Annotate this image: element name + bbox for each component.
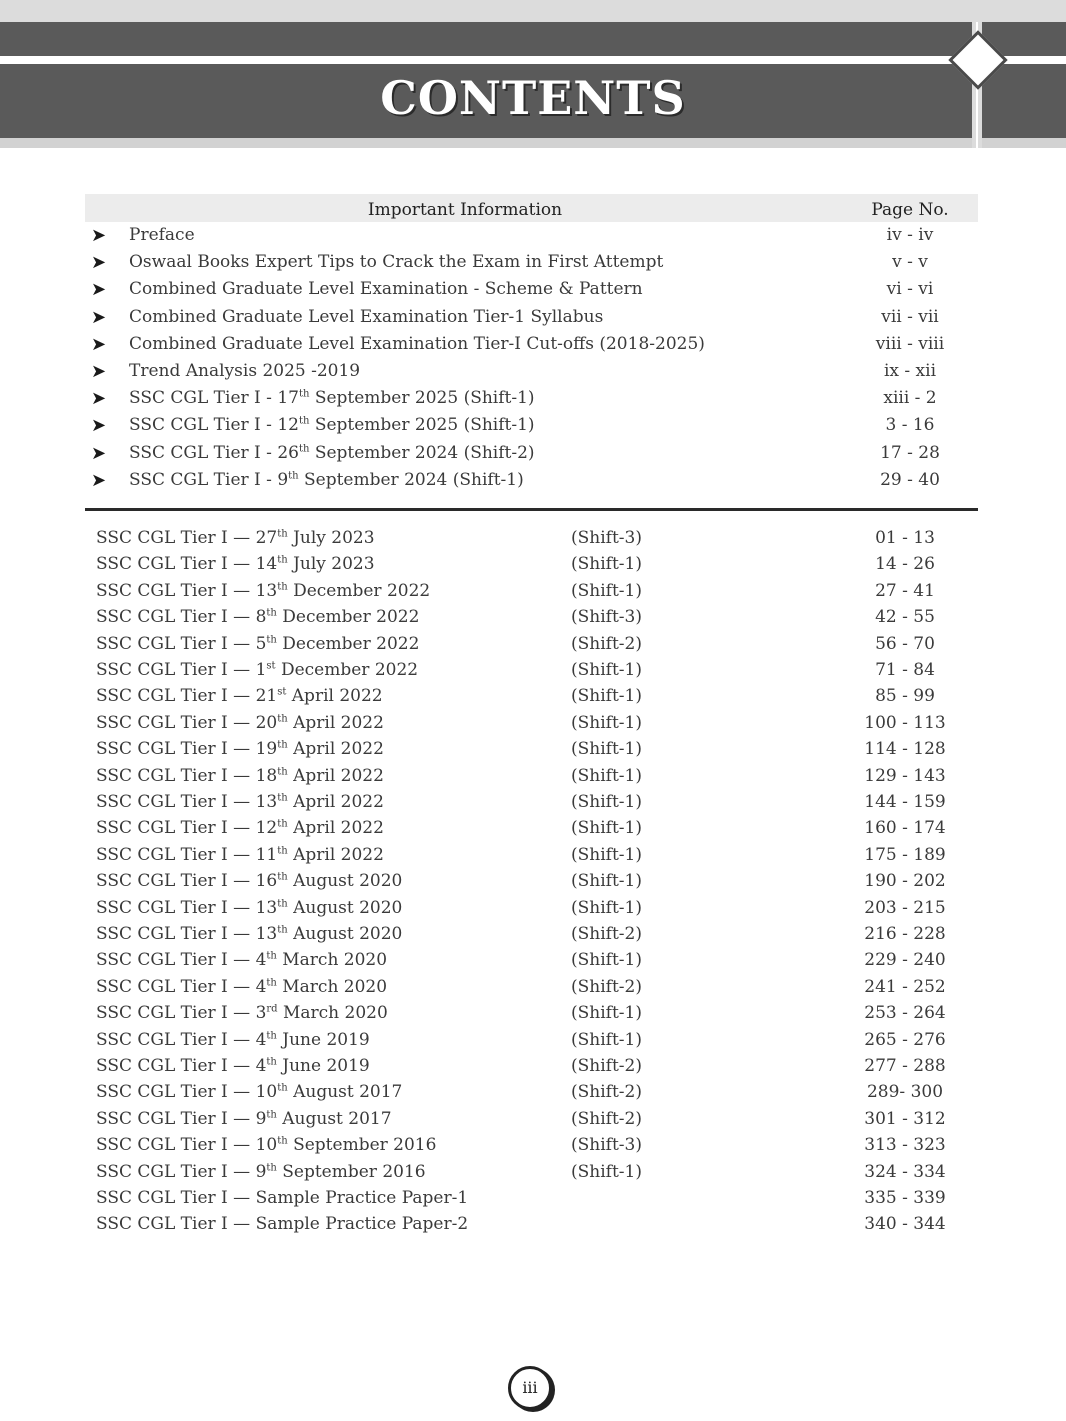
shift-label: (Shift-1) [571,1029,642,1050]
label-suffix: August 2017 [287,1082,403,1103]
list-item [85,385,978,412]
label-suffix: December 2022 [276,607,420,628]
paper-title [96,710,384,736]
page-range: 253 - 264 [864,1003,946,1024]
page-range: 85 - 99 [875,686,935,707]
arrowhead-bullet-icon: ➤ [91,306,107,328]
label-suffix: September 2024 (Shift-1) [298,469,524,490]
label-suffix: April 2022 [286,686,383,707]
page-range: viii - viii [875,333,945,354]
label-prefix: SSC CGL Tier I - 9 [129,469,289,490]
page-range: 01 - 13 [875,528,935,548]
item-label: Trend Analysis 2025 -2019 [129,361,361,381]
banner-shadow-right [982,138,1066,148]
paper-title [96,842,384,868]
label-prefix: SSC CGL Tier I — 13 [96,924,278,944]
label-prefix: SSC CGL Tier I — 13 [96,897,278,918]
paper-title [96,683,383,709]
page-range: 3 - 16 [885,415,935,436]
label-prefix: SSC CGL Tier I — 9 [96,1161,267,1182]
list-item [85,412,978,439]
page-range: iv - iv [886,225,934,245]
table-row [96,1211,976,1237]
paper-title [96,789,384,815]
page-range: 71 - 84 [875,660,935,680]
label-suffix: March 2020 [277,1003,388,1024]
table-row [96,604,976,630]
label-prefix: SSC CGL Tier I — Sample Practice Paper-1 [96,1188,469,1208]
list-item [85,249,978,276]
page-range: 56 - 70 [875,633,935,654]
label-prefix: SSC CGL Tier I — 13 [96,580,278,601]
ordinal-suffix: th [277,845,288,857]
page-range: 216 - 228 [864,924,946,944]
ordinal-suffix: th [277,897,288,909]
paper-title [96,631,419,657]
label-suffix: April 2022 [287,818,384,839]
shift-label: (Shift-1) [571,792,642,812]
label-suffix: September 2025 (Shift-1) [309,415,535,436]
label-prefix: SSC CGL Tier I — 5 [96,633,267,654]
shift-label: (Shift-1) [571,844,642,865]
page-range: 42 - 55 [875,607,935,628]
page-range: 160 - 174 [864,818,946,839]
page-range: 324 - 334 [864,1161,946,1182]
important-info-heading: Important Information [367,200,563,220]
arrowhead-bullet-icon: ➤ [91,225,107,246]
item-label [129,467,524,494]
label-suffix: April 2022 [287,844,384,865]
shift-label: (Shift-1) [571,739,642,760]
page-range: 335 - 339 [864,1188,946,1208]
item-label [129,412,535,439]
table-row [96,868,976,894]
label-suffix: August 2017 [276,1108,392,1129]
page-range: 17 - 28 [880,442,940,463]
ordinal-suffix: th [277,1135,288,1147]
label-suffix: April 2022 [287,765,384,786]
list-item [85,358,978,385]
page-range: xiii - 2 [883,388,937,409]
label-prefix: SSC CGL Tier I — 10 [96,1082,278,1103]
shift-label: (Shift-1) [571,950,642,971]
top-strip [0,0,1066,22]
shift-label: (Shift-1) [571,1003,642,1024]
label-prefix: SSC CGL Tier I — 3 [96,1003,267,1024]
page-range: 289- 300 [866,1082,944,1103]
shift-label: (Shift-1) [571,660,642,680]
label-prefix: SSC CGL Tier I — 4 [96,950,267,971]
paper-title [96,895,402,921]
table-row [96,578,976,604]
arrowhead-bullet-icon: ➤ [91,279,107,301]
table-row [96,710,976,736]
paper-title [96,1000,388,1026]
ordinal-suffix: th [277,792,288,804]
page-range: 241 - 252 [864,976,946,997]
shift-label: (Shift-2) [571,1108,642,1129]
page-range: 313 - 323 [864,1135,946,1156]
label-prefix: SSC CGL Tier I — 19 [96,739,278,760]
paper-title [96,868,402,894]
arrowhead-bullet-icon: ➤ [91,333,107,355]
shift-label: (Shift-1) [571,712,642,733]
table-row [96,1000,976,1026]
label-suffix: September 2016 [287,1135,437,1156]
table-row [96,1159,976,1185]
label-prefix: SSC CGL Tier I — 20 [96,712,278,733]
ordinal-suffix: th [266,1161,277,1173]
label-suffix: April 2022 [287,712,384,733]
shift-label: (Shift-3) [571,1135,642,1156]
label-suffix: April 2022 [287,739,384,760]
item-label: Combined Graduate Level Examination - Scheme & Pattern [129,279,643,300]
page-range: 29 - 40 [880,469,940,490]
page-range: 340 - 344 [864,1214,946,1235]
table-row [96,1132,976,1158]
list-item [85,331,978,358]
table-row [96,763,976,789]
page-range: 129 - 143 [864,765,946,786]
label-suffix: September 2025 (Shift-1) [309,388,535,409]
label-prefix: SSC CGL Tier I — 4 [96,976,267,997]
label-suffix: August 2020 [287,924,403,944]
label-prefix: SSC CGL Tier I — 4 [96,1056,267,1076]
page-range: 175 - 189 [864,844,946,865]
paper-title [96,1185,468,1211]
ordinal-suffix: th [277,528,288,540]
arrowhead-bullet-icon: ➤ [91,442,107,464]
page-range: 144 - 159 [864,792,946,812]
paper-title [96,1132,436,1158]
page-range: 114 - 128 [864,739,946,760]
paper-title [96,1079,402,1105]
item-label: Combined Graduate Level Examination Tier-1 Syllabus [129,306,604,327]
label-prefix: SSC CGL Tier I — Sample Practice Paper-2 [96,1214,469,1235]
paper-title [96,604,419,630]
ordinal-suffix: rd [266,1003,278,1015]
list-item [85,467,978,494]
ordinal-suffix: th [288,470,299,482]
shift-label: (Shift-2) [571,1082,642,1103]
label-suffix: March 2020 [276,950,388,971]
label-prefix: SSC CGL Tier I — 11 [96,844,278,865]
table-row [96,789,976,815]
list-item [85,440,978,467]
label-suffix: December 2022 [275,660,419,680]
item-label: Oswaal Books Expert Tips to Crack the Exam in First Attempt [129,252,664,273]
shift-label: (Shift-1) [571,897,642,918]
label-prefix: SSC CGL Tier I — 13 [96,792,278,812]
paper-title [96,1053,370,1079]
label-prefix: SSC CGL Tier I — 4 [96,1029,267,1050]
page-range: 100 - 113 [864,712,946,733]
item-label [129,385,535,412]
shift-label: (Shift-1) [571,686,642,707]
ordinal-suffix: th [277,765,288,777]
table-row [96,683,976,709]
ordinal-suffix: th [277,924,288,936]
label-suffix: September 2016 [276,1161,426,1182]
ordinal-suffix: th [277,739,288,751]
page-range: v - v [892,252,928,273]
ordinal-suffix: th [266,633,277,645]
paper-title [96,1159,426,1185]
table-row [96,631,976,657]
table-row [96,551,976,577]
list-item [85,222,978,249]
label-suffix: June 2019 [276,1056,370,1076]
page-range: 277 - 288 [864,1056,946,1076]
arrowhead-bullet-icon: ➤ [91,252,107,274]
page-no-heading: Page No. [871,200,949,220]
ordinal-suffix: th [298,415,310,427]
important-info-header [85,194,978,222]
shift-label: (Shift-3) [571,607,642,628]
item-label [129,440,535,467]
label-prefix: SSC CGL Tier I - 26 [129,442,299,463]
ordinal-suffix: th [277,713,288,725]
arrowhead-bullet-icon: ➤ [91,361,107,382]
ordinal-suffix: th [266,1029,277,1041]
label-suffix: March 2020 [276,976,388,997]
label-suffix: April 2022 [287,792,384,812]
table-row [96,657,976,683]
table-row [96,1079,976,1105]
shift-label: (Shift-3) [571,528,642,548]
label-prefix: SSC CGL Tier I — 9 [96,1108,267,1129]
label-suffix: August 2020 [287,897,403,918]
label-suffix: July 2023 [287,554,375,575]
table-row [96,974,976,1000]
table-row [96,525,976,551]
ordinal-suffix: th [277,581,288,593]
ordinal-suffix: th [277,871,288,883]
ordinal-suffix: th [277,554,288,566]
item-label: Combined Graduate Level Examination Tier-I Cut-offs (2018-2025) [129,333,705,354]
table-row [96,1185,976,1211]
label-prefix: SSC CGL Tier I — 14 [96,554,278,575]
page-title: CONTENTS [380,71,686,125]
ordinal-suffix: th [298,442,310,454]
ordinal-suffix: th [298,388,310,400]
page-number: iii [508,1366,552,1410]
table-row [96,736,976,762]
label-prefix: SSC CGL Tier I — 21 [96,686,278,707]
label-prefix: SSC CGL Tier I — 12 [96,818,278,839]
banner-top-bar [0,22,975,56]
label-suffix: June 2019 [276,1029,370,1050]
shift-label: (Shift-2) [571,633,642,654]
ordinal-suffix: th [277,1082,288,1094]
ordinal-suffix: th [266,1109,277,1121]
label-prefix: SSC CGL Tier I — 18 [96,765,278,786]
shift-label: (Shift-1) [571,554,642,575]
page-range: 203 - 215 [864,897,946,918]
item-label: Preface [129,225,195,245]
list-item [85,304,978,331]
paper-title [96,815,384,841]
label-prefix: SSC CGL Tier I — 8 [96,607,267,628]
table-row [96,1053,976,1079]
table-row [96,1106,976,1132]
shift-label: (Shift-2) [571,1056,642,1076]
paper-title [96,974,387,1000]
page-range: 301 - 312 [864,1108,946,1129]
paper-title [96,551,375,577]
ordinal-suffix: st [266,660,276,672]
label-suffix: December 2022 [287,580,431,601]
label-prefix: SSC CGL Tier I — 27 [96,528,278,548]
paper-title [96,763,384,789]
label-prefix: SSC CGL Tier I — 10 [96,1135,278,1156]
page-range: vii - vii [881,306,939,327]
paper-title [96,921,402,947]
table-row [96,815,976,841]
arrowhead-bullet-icon: ➤ [91,415,107,437]
page-range: 265 - 276 [864,1029,946,1050]
label-suffix: September 2024 (Shift-2) [309,442,535,463]
ordinal-suffix: st [277,686,287,698]
label-suffix: August 2020 [287,871,403,892]
paper-title [96,736,384,762]
shift-label: (Shift-1) [571,1161,642,1182]
label-prefix: SSC CGL Tier I — 1 [96,660,267,680]
page-range: 14 - 26 [875,554,935,575]
table-row [96,947,976,973]
page-range: ix - xii [883,361,937,381]
label-prefix: SSC CGL Tier I — 16 [96,871,278,892]
label-suffix: July 2023 [287,528,375,548]
label-prefix: SSC CGL Tier I - 12 [129,415,299,436]
shift-label: (Shift-1) [571,818,642,839]
page-range: 229 - 240 [864,950,946,971]
shift-label: (Shift-2) [571,976,642,997]
table-row [96,895,976,921]
paper-title [96,525,375,551]
page-range: 190 - 202 [864,871,946,892]
table-row [96,921,976,947]
shift-label: (Shift-1) [571,765,642,786]
paper-title [96,947,387,973]
shift-label: (Shift-2) [571,924,642,944]
ordinal-suffix: th [277,818,288,830]
label-prefix: SSC CGL Tier I - 17 [129,388,299,409]
arrowhead-bullet-icon: ➤ [91,388,107,410]
page-range: 27 - 41 [875,580,935,601]
arrowhead-bullet-icon: ➤ [91,469,107,491]
label-suffix: December 2022 [276,633,420,654]
ordinal-suffix: th [266,607,277,619]
table-row [96,1027,976,1053]
list-item [85,276,978,303]
section-divider [85,508,978,511]
banner-shadow [0,138,975,148]
paper-title [96,657,418,683]
page-range: vi - vi [886,279,934,300]
ordinal-suffix: th [266,950,277,962]
table-row [96,842,976,868]
ordinal-suffix: th [266,977,277,989]
ordinal-suffix: th [266,1056,277,1068]
paper-title [96,1106,392,1132]
shift-label: (Shift-1) [571,580,642,601]
paper-title [96,578,430,604]
paper-title [96,1027,370,1053]
paper-title [96,1211,468,1237]
shift-label: (Shift-1) [571,871,642,892]
